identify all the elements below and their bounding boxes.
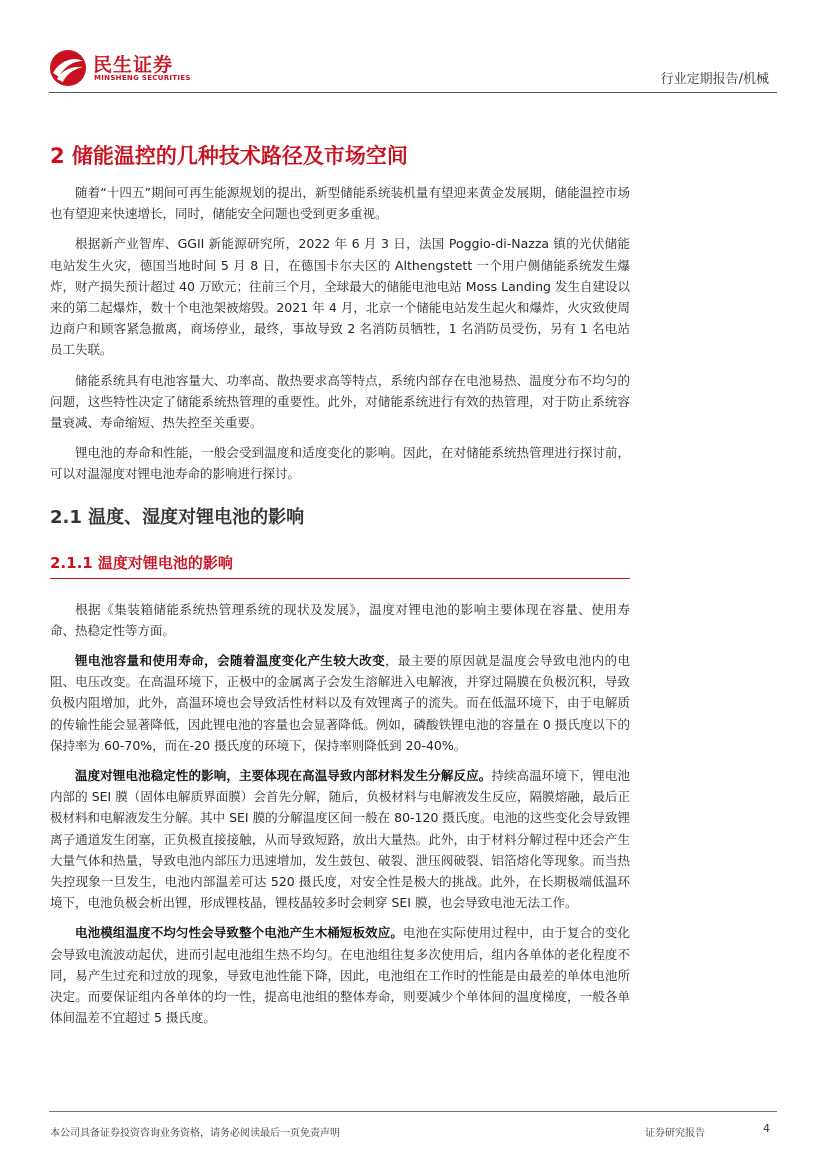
paragraph: 根据新产业智库、GGII 新能源研究所，2022 年 6 月 3 日，法国 Poggio-di-Nazza 镇的光伏储能电站发生火灾，德国当地时间 5 月 8 日，在德国卡尔夫区的 Althengstett 一个用户侧储能系统发生爆炸，财产损失预计超过 40 万欧元；往前三个月，全球最大的储能电池电站 Moss Landing 发生自建设以来的第二起爆炸，数十个电池架被熔毁。2021 年 4 月，北京一个储能电站发生起火和爆炸，火灾致使周边商户和顾客紧急撤离，商场停业，最终，事故导致 2 名消防员牺牲，1 名消防员受伤，另有 1 名电站员工失联。 [50,236,630,358]
subsubsection-divider [50,578,630,579]
header-divider [49,92,777,93]
paragraph: 锂电池的寿命和性能，一般会受到温度和适度变化的影响。因此，在对储能系统热管理进行探讨前，可以对温湿度对锂电池寿命的影响进行探讨。 [50,445,630,482]
paragraph-lead: 电池模组温度不均匀性会导致整个电池产生木桶短板效应。 [75,925,404,941]
paragraph-lead: 锂电池容量和使用寿命，会随着温度变化产生较大改变 [75,653,385,669]
company-logo [49,49,209,87]
paragraph-body: ，最主要的原因就是温度会导致电池内的电阻、电压改变。在高温环境下，正极中的金属离子会发生溶解进入电解液，并穿过隔膜在负极沉积，导致负极内阻增加，此外，高温环境也会导致活性材料以及有效锂离子的流失。而在低温环境下，由于电解质的传输性能会显著降低，因此锂电池的容量也会显著降低。例如，磷酸铁锂电池的容量在 0 摄氏度以下的保持率为 60-70%，而在-20 摄氏度的环境下，保持率则降低到 20-40%。 [50,653,630,753]
paragraph: 根据《集装箱储能系统热管理系统的现状及发展》，温度对锂电池的影响主要体现在容量、使用寿命、热稳定性等方面。 [50,601,630,638]
minsheng-logo-icon [49,49,87,87]
paragraph-body: 持续高温环境下，锂电池内部的 SEI 膜（固体电解质界面膜）会首先分解，随后，负极材料与电解液发生反应，隔膜熔融，最后正极材料和电解液发生分解。其中 SEI 膜的分解温度区间一般在 80-120 摄氏度。电池的这些变化会导致锂离子通道发生闭塞，正负极直接接触，从而导致短路，放出大量热。此外，由于材料分解过程中还会产生大量气体和热量，导致电池内部压力迅速增加，发生鼓包、破裂、泄压阀破裂、铝箔熔化等现象。而当热失控现象一旦发生，电池内部温差可达 520 摄氏度，对安全性是极大的挑战。此外，在长期极端低温环境下，电池负极会析出锂，形成锂枝晶，锂枝晶较多时会刺穿 SEI 膜，也会导致电池无法工作。 [50,768,630,911]
paragraph [50,765,630,913]
paragraph-body: 电池在实际使用过程中，由于复合的变化会导致电流波动起伏，进而引起电池组生热不均匀。在电池组往复多次使用后，组内各单体的老化程度不同，易产生过充和过放的现象，导致电池性能下降，因此，电池组在工作时的性能是由最差的单体电池所决定。而要保证组内各单体的均一性，提高电池组的整体寿命，则要减少个单体间的温度梯度，一般各单体间温差不宜超过 5 摄氏度。 [50,925,630,1026]
footer-disclaimer: 本公司具备证券投资咨询业务资格，请务必阅读最后一页免责声明 [50,1128,340,1139]
logo-english-name: MINSHENG SECURITIES [94,74,191,82]
page-number: 4 [763,1122,770,1135]
section-title: 2 储能温控的几种技术路径及市场空间 [50,144,408,168]
main-content [50,142,630,1038]
paragraph-lead: 温度对锂电池稳定性的影响，主要体现在高温导致内部材料发生分解反应。 [75,768,492,784]
subsection-title: 2.1 温度、湿度对锂电池的影响 [50,506,305,528]
paragraph: 储能系统具有电池容量大、功率高、散热要求高等特点，系统内部存在电池易热、温度分布不均匀的问题，这些特性决定了储能系统热管理的重要性。此外，对储能系统进行有效的热管理，对于防止系统容量衰减、寿命缩短、热失控至关重要。 [50,372,630,431]
paragraph: 随着“十四五”期间可再生能源规划的提出，新型储能系统装机量有望迎来黄金发展期，储能温控市场也有望迎来快速增长，同时，储能安全问题也受到更多重视。 [50,185,630,222]
logo-chinese-name: 民生证券 [93,54,174,76]
footer-divider [49,1111,777,1112]
paragraph [50,650,630,756]
report-category: 行业定期报告/机械 [660,72,769,87]
footer-doc-type: 证券研究报告 [645,1128,705,1139]
subsubsection-title: 2.1.1 温度对锂电池的影响 [50,553,233,572]
paragraph [50,922,630,1028]
